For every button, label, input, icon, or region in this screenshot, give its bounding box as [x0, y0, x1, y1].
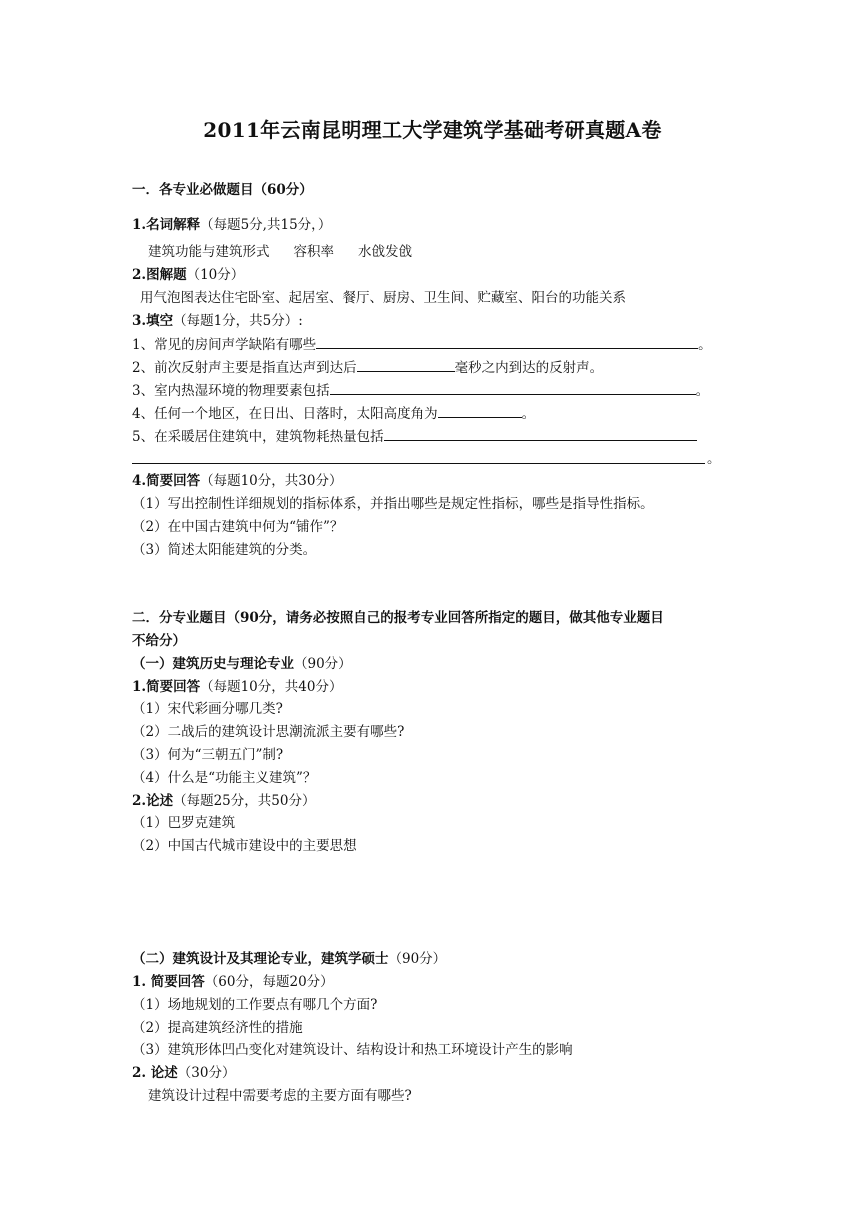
sec1-heading-note: （90分） — [294, 656, 352, 672]
sec2-heading-note: （90分） — [388, 951, 447, 967]
sec1-q1-item-3: （3）何为“三朝五门”制? — [132, 747, 284, 763]
fill-blank-4-tail: 。 — [521, 406, 536, 422]
p1-q2-label: 2.图解题 — [132, 267, 187, 283]
sec2-q2-text: 建筑设计过程中需要考虑的主要方面有哪些? — [148, 1088, 412, 1104]
fill-blank-2 — [132, 357, 603, 377]
fill-blank-5-tail: 。 — [707, 451, 721, 467]
p1-q4-label: 4.简要回答 — [132, 473, 201, 489]
fill-blank-3-text: 3、室内热湿环境的物理要素包括 — [132, 383, 330, 399]
fill-blank-5-text: 5、在采暖居住建筑中，建筑物耗热量包括 — [132, 429, 384, 445]
blank-line-continued — [132, 463, 705, 464]
sec2-q1-label: 1. 简要回答 — [132, 974, 205, 990]
sec1-q1-item-2: （2）二战后的建筑设计思潮流派主要有哪些? — [132, 724, 405, 740]
sec2-heading — [132, 949, 446, 969]
term-3: 水戗发戗 — [358, 244, 412, 260]
sec1-q1-item-1: （1）宋代彩画分哪几类? — [132, 701, 283, 717]
sec1-q1 — [132, 677, 342, 697]
sec1-q2-note: （每题25分，共50分） — [173, 793, 316, 809]
sec2-q1-item-2: （2）提高建筑经济性的措施 — [132, 1020, 303, 1036]
term-2: 容积率 — [293, 244, 334, 260]
p1-q1-terms — [148, 242, 412, 262]
sec1-q1-item-4: （4）什么是“功能主义建筑”？ — [132, 770, 317, 786]
term-1: 建筑功能与建筑形式 — [148, 244, 270, 260]
blank-line — [330, 380, 696, 395]
p1-q3-label: 3.填空 — [132, 313, 174, 329]
sec2-q1-item-3: （3）建筑形体凹凸变化对建筑设计、结构设计和热工环境设计产生的影响 — [132, 1042, 573, 1058]
p1-q1-note: （每题5分,共15分，） — [200, 217, 332, 233]
p1-q4-item-1: （1）写出控制性详细规划的指标体系，并指出哪些是规定性指标，哪些是指导性指标。 — [132, 496, 654, 512]
fill-blank-1-text: 1、常见的房间声学缺陷有哪些 — [132, 337, 317, 353]
fill-blank-3 — [132, 380, 709, 400]
page-title: 2011年云南昆明理工大学建筑学基础考研真题A卷 — [203, 118, 662, 142]
part2-heading-line2: 不给分） — [132, 633, 186, 649]
sec2-heading-text: （二）建筑设计及其理论专业，建筑学硕士 — [132, 951, 389, 967]
sec1-q2-item-1: （1）巴罗克建筑 — [132, 815, 236, 831]
fill-blank-4 — [132, 403, 535, 423]
sec1-q2-label: 2.论述 — [132, 793, 174, 809]
sec2-q2-note: （30分） — [177, 1065, 236, 1081]
p1-q2-text: 用气泡图表达住宅卧室、起居室、餐厅、厨房、卫生间、贮藏室、阳台的功能关系 — [140, 290, 626, 306]
p1-q1-label: 1.名词解释 — [132, 217, 201, 233]
sec2-q1 — [132, 972, 334, 992]
fill-blank-4-text: 4、任何一个地区，在日出、日落时，太阳高度角为 — [132, 406, 438, 422]
sec2-q1-note: （60分，每题20分） — [204, 974, 334, 990]
sec1-heading-text: （一）建筑历史与理论专业 — [132, 656, 294, 672]
blank-line — [316, 334, 698, 349]
sec2-q1-item-1: （1）场地规划的工作要点有哪几个方面? — [132, 997, 378, 1013]
sec1-q1-note: （每题10分，共40分） — [200, 679, 343, 695]
p1-q4 — [132, 471, 342, 491]
fill-blank-2-text: 2、前次反射声主要是指直达声到达后 — [132, 360, 357, 376]
sec1-q1-label: 1.简要回答 — [132, 679, 201, 695]
p1-q2-note: （10分） — [186, 267, 245, 283]
sec2-q2 — [132, 1063, 235, 1083]
part1-heading: 一．各专业必做题目（60分） — [132, 182, 313, 198]
fill-blank-5 — [132, 426, 697, 446]
sec1-heading — [132, 654, 352, 674]
p1-q2 — [132, 265, 244, 285]
blank-line — [384, 426, 697, 441]
p1-q4-item-2: （2）在中国古建筑中何为“铺作”？ — [132, 519, 344, 535]
p1-q3-note: （每题1分，共5分）: — [173, 313, 303, 329]
fill-blank-1-tail: 。 — [698, 337, 712, 353]
sec2-q2-label: 2. 论述 — [132, 1065, 178, 1081]
fill-blank-1 — [132, 334, 712, 354]
part2-heading-line1: 二．分专业题目（90分，请务必按照自己的报考专业回答所指定的题目，做其他专业题目 — [132, 610, 664, 626]
p1-q4-note: （每题10分，共30分） — [200, 473, 343, 489]
fill-blank-2-tail: 毫秒之内到达的反射声。 — [454, 360, 604, 376]
p1-q3 — [132, 311, 303, 331]
blank-line — [357, 357, 455, 372]
p1-q1 — [132, 215, 331, 235]
p1-q4-item-3: （3）简述太阳能建筑的分类。 — [132, 542, 317, 558]
sec1-q2-item-2: （2）中国古代城市建设中的主要思想 — [132, 838, 357, 854]
fill-blank-3-tail: 。 — [695, 383, 710, 399]
sec1-q2 — [132, 791, 315, 811]
blank-line — [438, 403, 522, 418]
